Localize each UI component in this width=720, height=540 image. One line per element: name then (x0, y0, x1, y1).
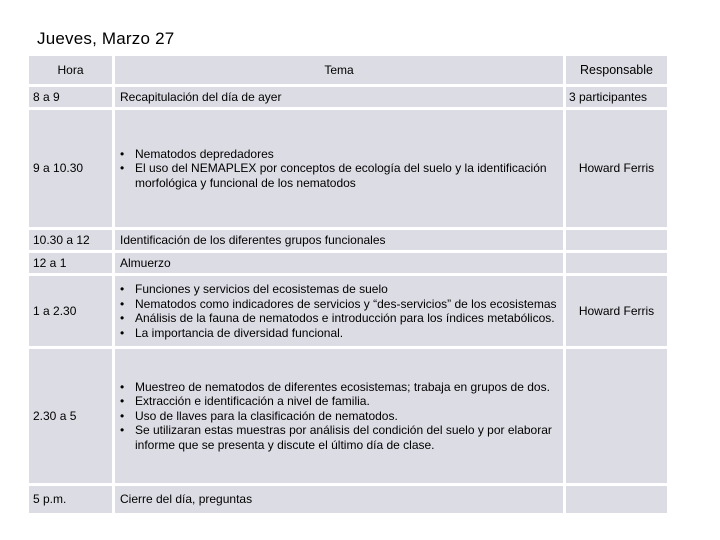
tema-cell (115, 110, 563, 227)
tema-cell: Recapitulación del día de ayer (115, 87, 563, 107)
topic-item: • La importancia de diversidad funcional. (120, 326, 557, 341)
header-responsable: Responsable (566, 56, 667, 84)
tema-cell: Cierre del día, preguntas (115, 486, 563, 513)
topic-item: • Extracción e identificación a nivel de familia. (120, 394, 563, 409)
topic-item: • Nematodos depredadores (120, 147, 563, 162)
responsable-cell (566, 253, 667, 273)
topic-list (120, 380, 563, 453)
tema-cell (115, 349, 563, 483)
topic-list (120, 147, 563, 191)
responsable-cell (566, 230, 667, 250)
responsable-cell: Howard Ferris (566, 110, 667, 227)
hora-cell: 8 a 9 (29, 87, 112, 107)
page-title: Jueves, Marzo 27 (37, 29, 175, 48)
topic-list (120, 282, 557, 340)
topic-item: • Nematodos como indicadores de servicios y “des-servicios” de los ecosistemas (120, 297, 557, 312)
tema-cell (115, 276, 563, 346)
hora-cell: 5 p.m. (29, 486, 112, 513)
responsable-cell: 3 participantes (566, 87, 667, 107)
hora-cell: 12 a 1 (29, 253, 112, 273)
responsable-cell: Howard Ferris (566, 276, 667, 346)
responsable-cell (566, 349, 667, 483)
topic-item: • Se utilizaran estas muestras por análisis del condición del suelo y por elaborar informe que se presenta y discute el último día de clase. (120, 423, 563, 452)
header-hora: Hora (29, 56, 112, 84)
hora-cell: 1 a 2.30 (29, 276, 112, 346)
hora-cell: 10.30 a 12 (29, 230, 112, 250)
topic-item: • El uso del NEMAPLEX por conceptos de ecología del suelo y la identificación morfológica y funcional de los nematodos (120, 161, 563, 190)
topic-item: • Uso de llaves para la clasificación de nematodos. (120, 409, 563, 424)
topic-item: • Análisis de la fauna de nematodos e introducción para los índices metabólicos. (120, 311, 557, 326)
responsable-cell (566, 486, 667, 513)
topic-item: • Funciones y servicios del ecosistemas de suelo (120, 282, 557, 297)
topic-item: • Muestreo de nematodos de diferentes ecosistemas; trabaja en grupos de dos. (120, 380, 563, 395)
schedule-table (29, 56, 667, 521)
header-tema: Tema (115, 56, 563, 84)
hora-cell: 2.30 a 5 (29, 349, 112, 483)
tema-cell: Identificación de los diferentes grupos funcionales (115, 230, 563, 250)
hora-cell: 9 a 10.30 (29, 110, 112, 227)
tema-cell: Almuerzo (115, 253, 563, 273)
